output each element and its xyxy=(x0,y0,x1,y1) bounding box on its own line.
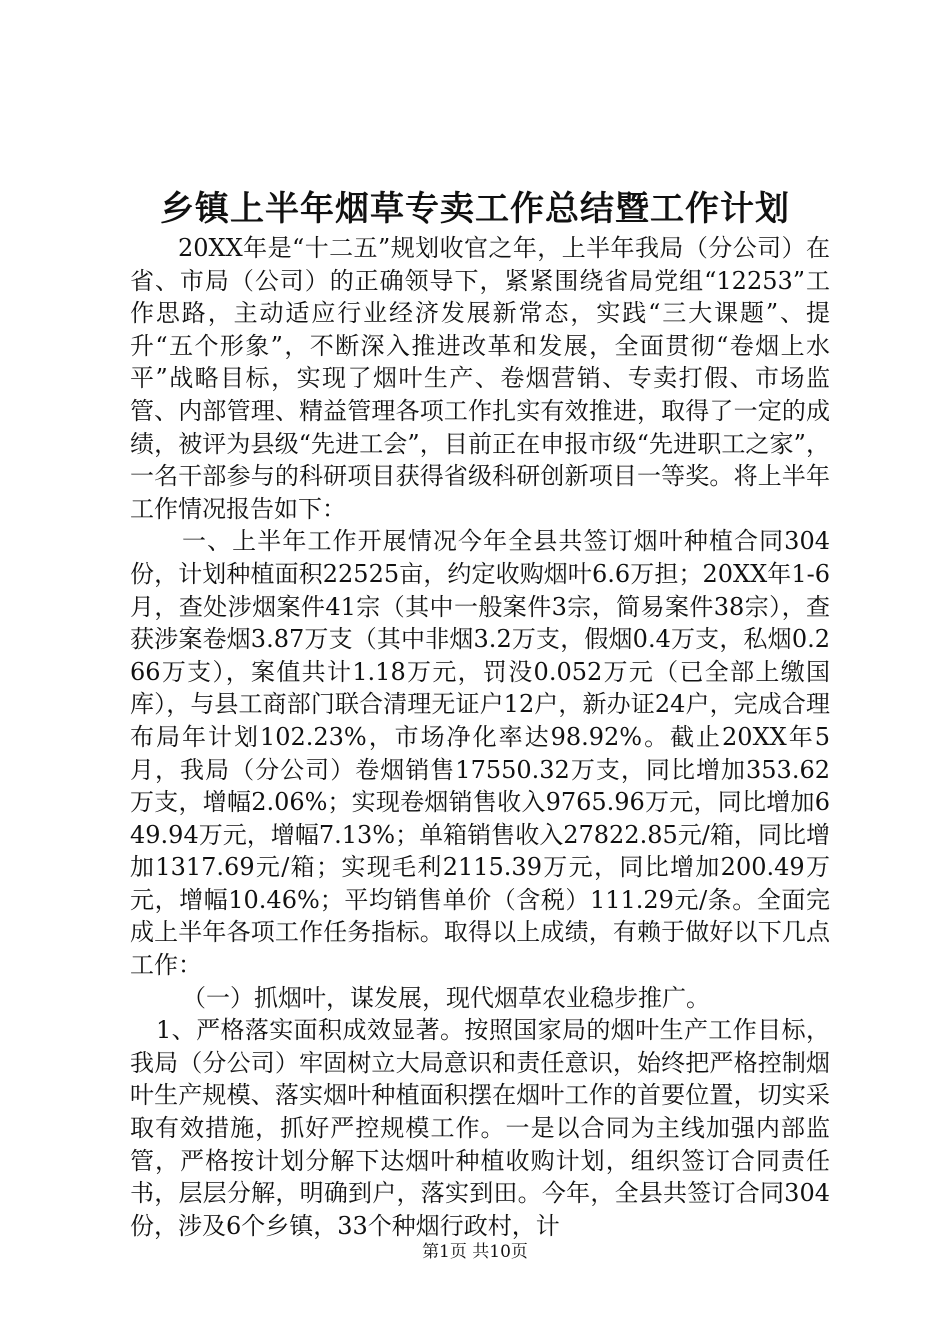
page-number-footer: 第1页 共10页 xyxy=(422,1242,528,1262)
document-title: 乡镇上半年烟草专卖工作总结暨工作计划 xyxy=(160,189,790,229)
paragraph-intro: 20XX年是“十二五”规划收官之年，上半年我局（分公司）在省、市局（公司）的正确领导下，紧紧围绕省局党组“12253”工作思路，主动适应行业经济发展新常态，实践“三大课题”、提升“五个形象”，不断深入推进改革和发展，全面贯彻“卷烟上水平”战略目标，实现了烟叶生产、卷烟营销、专卖打假、市场监管、内部管理、精益管理各项工作扎实有效推进，取得了一定的成绩，被评为县级“先进工会”，目前正在申报市级“先进职工之家”，一名干部参与的科研项目获得省级科研创新项目一等奖。将上半年工作情况报告如下： xyxy=(130,234,830,523)
paragraph-item-one: 1、严格落实面积成效显著。按照国家局的烟叶生产工作目标，我局（分公司）牢固树立大局意识和责任意识，始终把严格控制烟叶生产规模、落实烟叶种植面积摆在烟叶工作的首要位置，切实采取有效措施，抓好严控规模工作。一是以合同为主线加强内部监管，严格按计划分解下达烟叶种植收购计划，组织签订合同责任书，层层分解，明确到户，落实到田。今年，全县共签订合同304份，涉及6个乡镇，33个种烟行政村，计 xyxy=(130,1016,830,1240)
paragraph-section-one: 一、上半年工作开展情况今年全县共签订烟叶种植合同304份，计划种植面积22525亩，约定收购烟叶6.6万担；20XX年1-6月，查处涉烟案件41宗（其中一般案件3宗，简易案件38宗），查获涉案卷烟3.87万支（其中非烟3.2万支，假烟0.4万支，私烟0.266万支），案值共计1.18万元，罚没0.052万元（已全部上缴国库），与县工商部门联合清理无证户12户，新办证24户，完成合理布局年计划102.23%，市场净化率达98.92%。截止20XX年5月，我局（分公司）卷烟销售17550.32万支，同比增加353.62万支，增幅2.06%；实现卷烟销售收入9765.96万元，同比增加649.94万元，增幅7.13%；单箱销售收入27822.85元/箱，同比增加1317.69元/箱；实现毛利2115.39万元，同比增加200.49万元，增幅10.46%；平均销售单价（含税）111.29元/条。全面完成上半年各项工作任务指标。取得以上成绩，有赖于做好以下几点工作： xyxy=(130,527,830,980)
paragraph-subsection-heading: （一）抓烟叶，谋发展，现代烟草农业稳步推广。 xyxy=(182,983,710,1012)
document-body xyxy=(130,232,830,1242)
